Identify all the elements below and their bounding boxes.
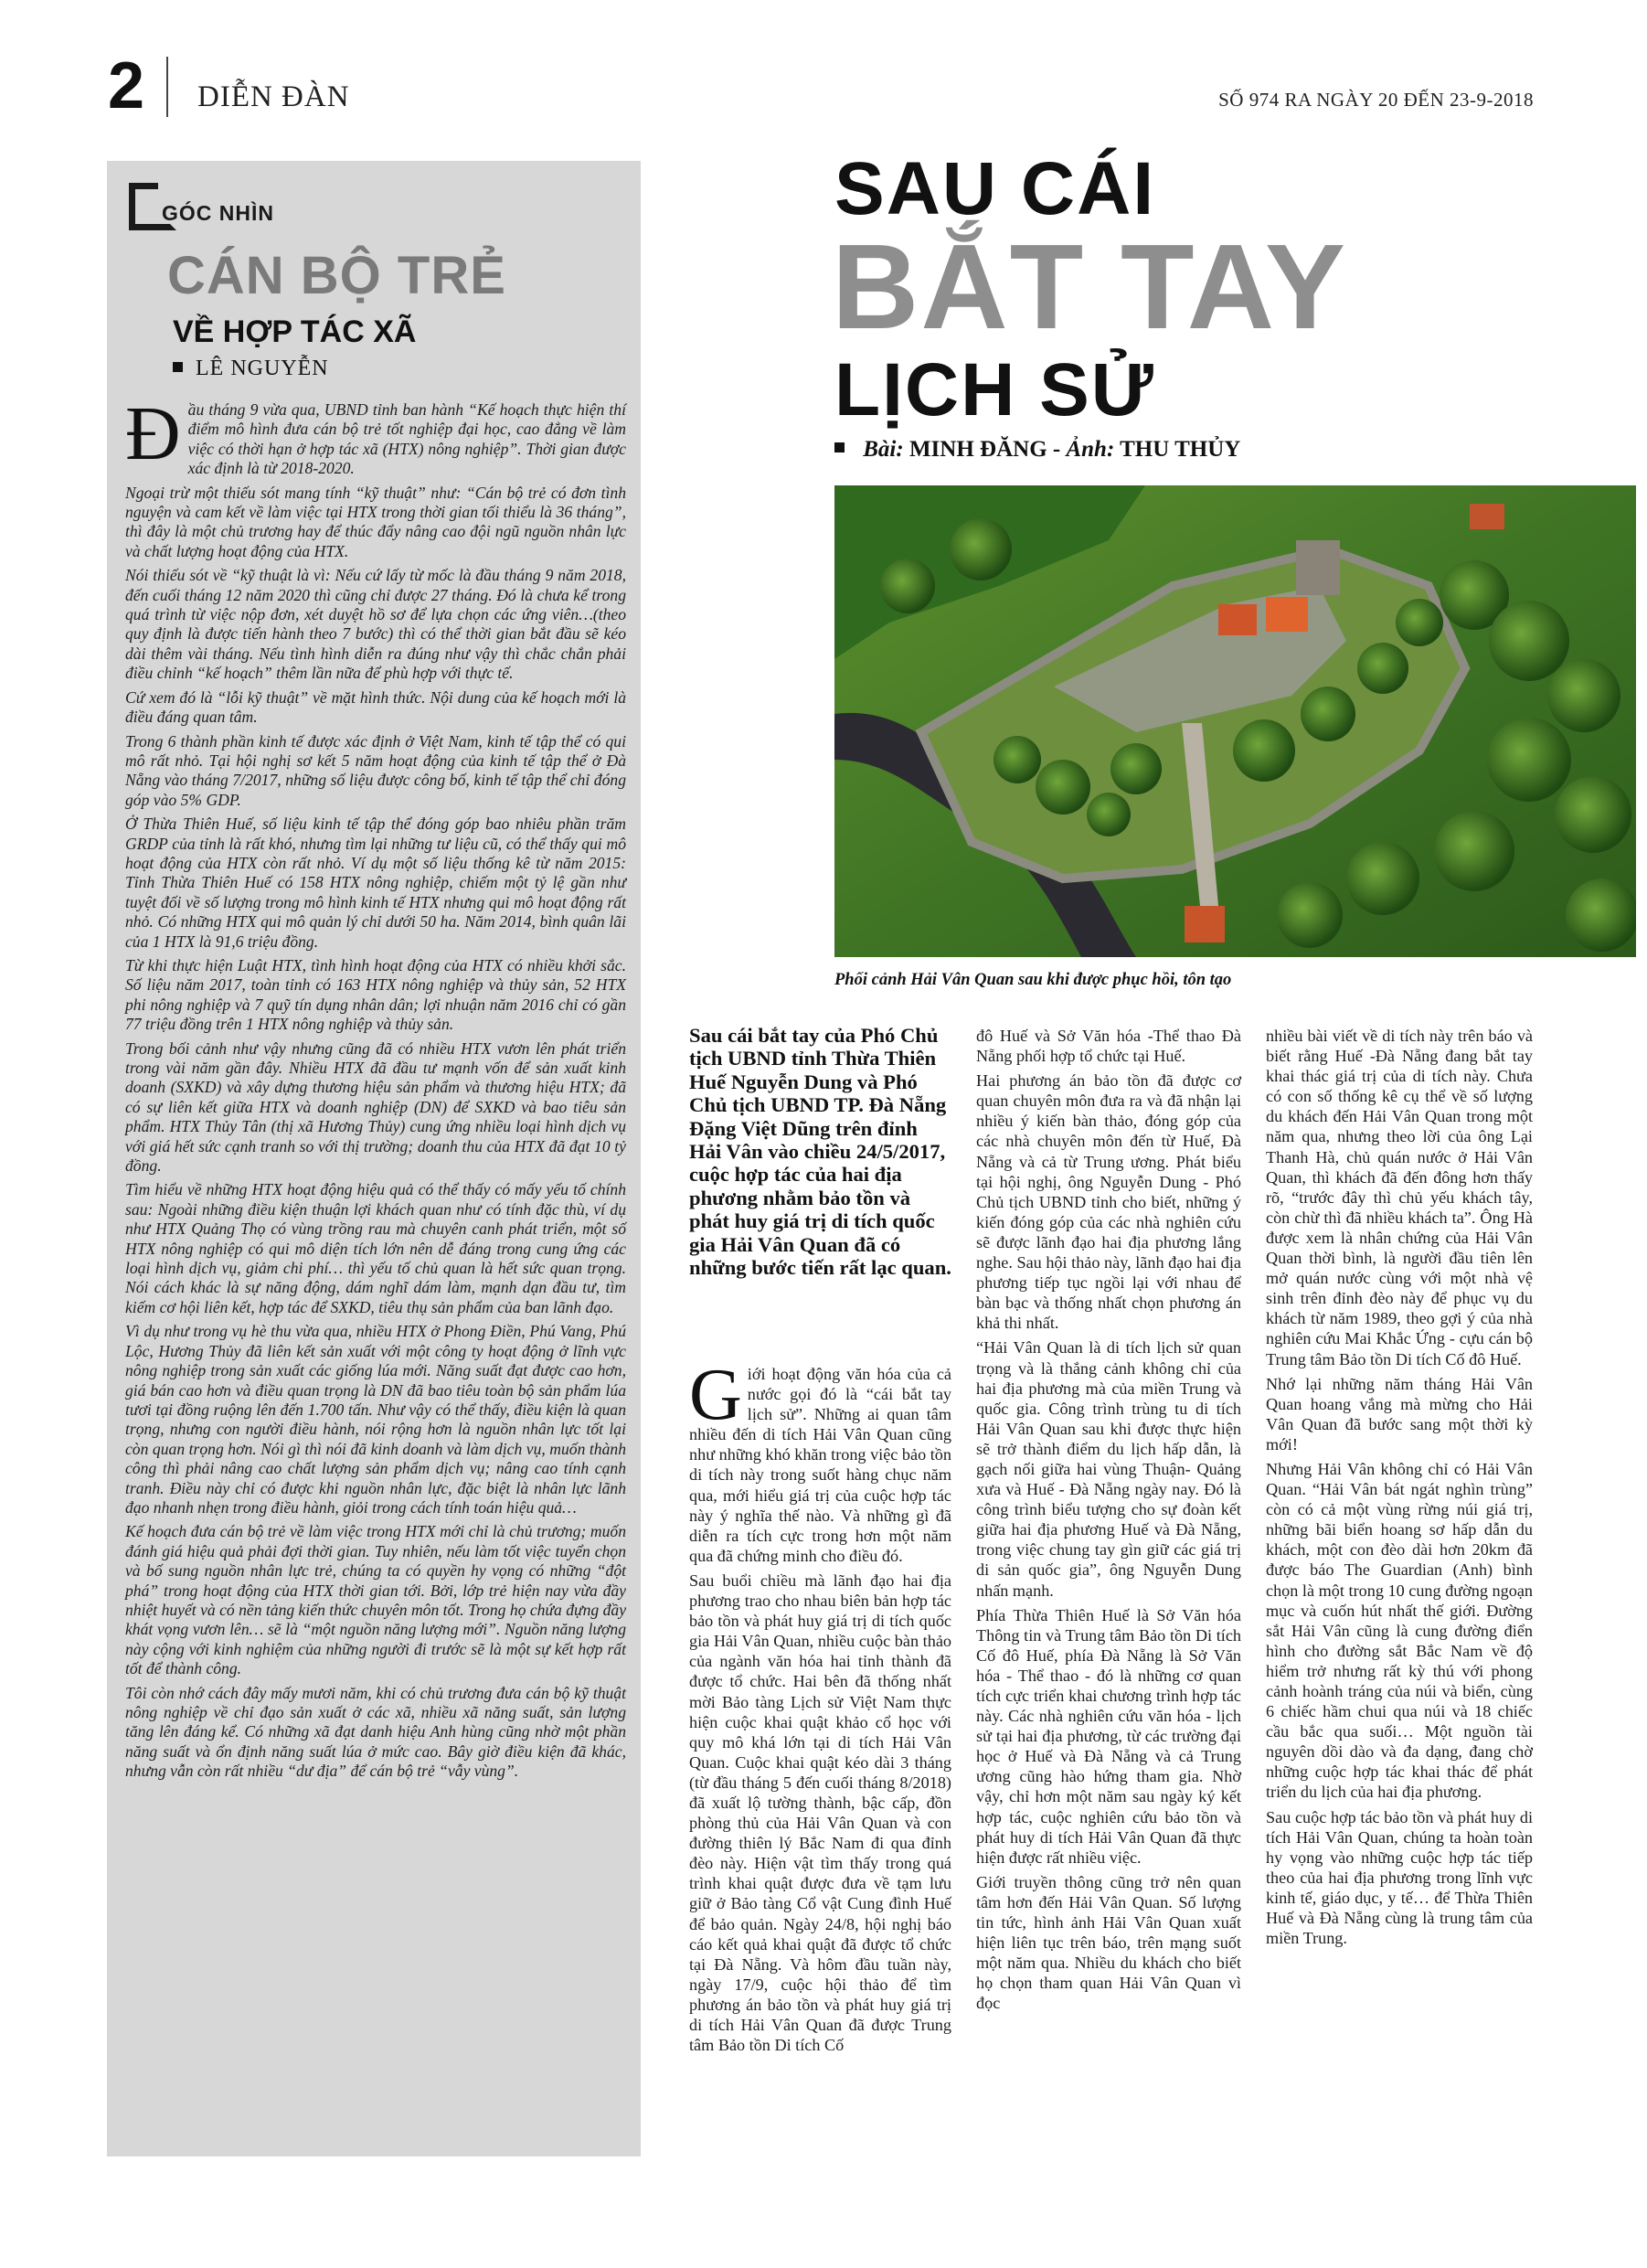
tree — [1036, 760, 1090, 815]
article-paragraph: Hai phương án bảo tồn đã được cơ quan chuyên môn đưa ra và đã nhận lại nhiều ý kiến bàn thảo, đóng góp của các nhà chuyên môn đến từ Huế, Đà Nẵng và cả từ Trung ương. Phát biểu tại hội nghị, ông Nguyễn Dung - Phó Chủ tịch UBND tỉnh cho biết, những ý kiến đóng góp của các nhà nghiên cứu sẽ được lãnh đạo hai địa phương lắng nghe. Sau hội thảo này, lãnh đạo hai địa phương tiếp tục ngồi lại với nhau để bàn bạc và thống nhất chọn phương án khả thi nhất. — [976, 1071, 1241, 1333]
tree — [1489, 601, 1569, 681]
article-first-paragraph: iới hoạt động văn hóa của cả nước gọi đó là “cái bắt tay lịch sử”. Những ai quan tâm nhiều đến di tích Hải Vân Quan cũng như những khó khăn trong việc bảo tồn di tích này trong suốt hàng chục năm qua, mới hiểu giá trị của cuộc hợp tác này ý nghĩa thế nào. Và những gì đã diễn ra tích cực trong hơn một năm qua đã chứng minh cho điều đó. — [689, 1365, 951, 1565]
sidebar-paragraph: Tôi còn nhớ cách đây mấy mươi năm, khi có chủ trương đưa cán bộ kỹ thuật nông nghiệp về chỉ đạo sản xuất ở các xã, nhiều xã năng suất, sản lượng tăng lên đáng kể. Có những xã đạt danh hiệu Anh hùng cũng nhờ một phần năng suất và ổn định năng suất lúa ở mức cao. Bây giờ điều kiện đã khác, nhưng vẫn còn rất nhiều “dư địa” để cán bộ trẻ “vẫy vùng”. — [125, 1683, 626, 1781]
tree — [1566, 878, 1636, 952]
tree — [1233, 719, 1295, 782]
tree — [1346, 842, 1419, 915]
sidebar-subtitle: VỀ HỢP TÁC XÃ — [173, 314, 417, 349]
tree — [1301, 687, 1355, 741]
sidebar-paragraph: Ở Thừa Thiên Huế, số liệu kinh tế tập thể đóng góp bao nhiêu phần trăm GRDP của tỉnh là rất khó, nhưng tìm lại những tư liệu cũ, có thể thấy qui mô hoạt động của HTX còn rất nhỏ. Ví dụ một số liệu thống kê từ năm 2015: Tỉnh Thừa Thiên Huế có 158 HTX nông nghiệp, chiếm một tỷ lệ gần như tuyệt đối về số lượng trong mô hình kinh tế HTX nhưng qui mô hoạt động rất nhỏ. Có những HTX qui mô quản lý chỉ dưới 50 ha. Năm 2014, bình quân lãi của 1 HTX là 91,6 triệu đồng. — [125, 815, 626, 951]
sidebar-paragraph: Kế hoạch đưa cán bộ trẻ về làm việc trong HTX mới chỉ là chủ trương; muốn đánh giá hiệu quả phải đợi thời gian. Tuy nhiên, nếu làm tốt việc tuyển chọn và bố sung nguồn nhân lực trẻ, chúng ta có quyền hy vọng có những “đột phá” trong hoạt động của HTX thời gian tới. Bởi, lớp trẻ hiện nay vừa đầy nhiệt huyết và có nền tảng kiến thức chuyên môn tốt. Trong họ chứa đựng đầy khát vọng vươn lên… sẽ là “một nguồn năng lượng mới”. Nguồn năng lượng này cộng với kinh nghiệm của những người đi trước sẽ là một sự kết hợp rất tốt để thành công. — [125, 1522, 627, 1678]
article-paragraph: Phía Thừa Thiên Huế là Sở Văn hóa Thông tin và Trung tâm Bảo tồn Di tích Cố đô Huế, phía Đà Nẵng là Sở Văn hóa - Thể thao - đó là những cơ quan tích cực triển khai chương trình hợp tác này. Các nhà nghiên cứu văn hóa - lịch sử tại hai địa phương, từ các trường đại học ở Huế và Đà Nẵng và cả Trung ương cũng hào hứng tham gia. Nhờ vậy, chỉ hơn một năm sau ngày ký kết hợp tác, cuộc nghiên cứu bảo tồn và phát huy di tích Hải Vân Quan đã thực hiện được rất nhiều việc. — [976, 1605, 1241, 1867]
tree — [994, 736, 1041, 783]
gate-tower — [1296, 540, 1340, 595]
headline-line-2: BẮT TAY — [832, 219, 1348, 354]
headline-line-1: SAU CÁI — [834, 147, 1156, 230]
tree — [1110, 743, 1162, 794]
article-paragraph: “Hải Vân Quan là di tích lịch sử quan trọng và là thắng cảnh không chỉ của hai địa phương mà của miền Trung và quốc gia. Công trình trùng tu di tích Hải Vân Quan sau khi được thực hiện sẽ trở thành điểm du lịch hấp dẫn, là gạch nối giữa hai vùng Thuận- Quảng xưa và Huế - Đà Nẵng ngày nay. Đó là công trình biểu tượng cho sự đoàn kết giữa hai địa phương Huế và Đà Nẵng, trong việc chung tay gìn giữ các giá trị di sản quốc gia”, ông Nguyễn Dung nhấn mạnh. — [976, 1338, 1241, 1600]
sidebar-paragraph: Trong bối cảnh như vậy nhưng cũng đã có nhiều HTX vươn lên phát triển trong vài năm gần đây. Nhiều HTX đã đầu tư mạnh vốn để sản xuất kinh doanh (SXKD) và xây dựng thương hiệu sản phẩm và thương hiệu HTX; đã có sự liên kết giữa HTX và doanh nghiệp (DN) để SXKD và bao tiêu sản phẩm. HTX Thủy Tân (thị xã Hương Thủy) cung ứng nhiều loại hình dịch vụ với giá hết sức cạnh tranh so với thị trường; doanh thu của HTX đã đạt 10 tỷ đồng. — [125, 1038, 626, 1176]
article-column-1 — [689, 1355, 951, 2060]
tree — [1547, 659, 1620, 732]
sidebar-dropcap: Đ — [125, 391, 181, 476]
sidebar-body — [125, 391, 627, 1786]
article-photo — [834, 485, 1636, 957]
article-paragraph — [689, 1355, 951, 1566]
temple-roof-right — [1266, 597, 1308, 632]
tree — [1487, 718, 1571, 802]
byline-separator: - — [1047, 437, 1067, 462]
byline-role-text: Bài: — [863, 437, 904, 462]
sidebar-paragraph: Cứ xem đó là “lỗi kỹ thuật” về mặt hình thức. Nội dung của kế hoạch mới là điều đáng quan tâm. — [125, 687, 626, 727]
byline — [834, 437, 1240, 463]
article-column-2 — [976, 1026, 1241, 2018]
sidebar-paragraph: Trong 6 thành phần kinh tế được xác định ở Việt Nam, kinh tế tập thể có qui mô rất nhỏ. Tại hội nghị sơ kết 5 năm hoạt động của kinh tế tập thể ở Đà Nẵng vào tháng 7/2017, những số liệu được công bố, kinh tế tập thể chỉ đóng góp vào 5% GDP. — [125, 731, 626, 809]
byline-writer: MINH ĐĂNG — [909, 437, 1047, 462]
sidebar-paragraph: Ngoại trừ một thiếu sót mang tính “kỹ thuật” như: “Cán bộ trẻ có đơn tình nguyện và cam kết về làm việc tại HTX trong thời gian tối thiểu là 36 tháng”, thì đây là một chủ trương hay để thúc đẩy nâng cao đội ngũ nguồn nhân lực và chất lượng hoạt động của HTX. — [125, 483, 626, 560]
article-paragraph: Nhưng Hải Vân không chỉ có Hải Vân Quan. “Hải Vân bát ngát nghìn trùng” còn có cả một vùng rừng núi giá trị, những bãi biển hoang sơ hấp dẫn du khách, một con đèo dài hơn 20km đã được báo The Guardian (Anh) bình chọn là một trong 10 cung đường ngoạn mục và cuốn hút nhất thế giới. Đường sắt Hải Vân cũng là cung đường điển hình cho đường sắt Bắc Nam về độ hiểm trở nhưng rất kỳ thú với phong cảnh hoành tráng của núi và biển, cùng 6 chiếc hầm chui qua núi và 18 chiếc cầu bắc qua suối… Một nguồn tài nguyên dồi dào và đa dạng, đang chờ những cuộc hợp tác khai thác để phát triển du lịch của hai địa phương. — [1266, 1459, 1533, 1802]
headline-line-3: LỊCH SỬ — [834, 348, 1155, 431]
sidebar-label: GÓC NHÌN — [162, 201, 274, 225]
page-number: 2 — [108, 49, 145, 122]
article-paragraph: đô Huế và Sở Văn hóa -Thể thao Đà Nẵng phối hợp tổ chức tại Huế. — [976, 1027, 1241, 1066]
photo-caption: Phối cảnh Hải Vân Quan sau khi được phục hồi, tôn tạo — [834, 971, 1232, 989]
sidebar-title: CÁN BỘ TRẺ — [167, 246, 506, 305]
byline-photographer: THU THỦY — [1120, 437, 1241, 462]
sidebar-opinion — [107, 161, 641, 2156]
sidebar-paragraph — [125, 391, 626, 479]
tree — [1357, 643, 1408, 694]
sidebar-first-paragraph: ầu tháng 9 vừa qua, UBND tỉnh ban hành “Kế hoạch thực hiện thí điểm mô hình đưa cán bộ trẻ tốt nghiệp đại học, cao đẳng về làm việc có thời hạn ở hợp tác xã (HTX) nông nghiệp”. Thời gian được xác định là từ 2018-2020. — [187, 400, 626, 478]
issue-info: SỐ 974 RA NGÀY 20 ĐẾN 23-9-2018 — [1218, 89, 1534, 111]
article-dropcap: G — [689, 1355, 742, 1435]
sidebar-paragraph: Tìm hiểu về những HTX hoạt động hiệu quả có thể thấy có mấy yếu tố chính sau: Ngoài những điều kiện thuận lợi khách quan như có tính đặc thù, ví dụ như HTX Quảng Thọ có vùng trồng rau mà chuyên canh phát triển, một số HTX nông nghiệp có qui mô diện tích lớn nên dễ đáng trong cung ứng các loại hình dịch vụ, giảm chi phí… thì yếu tố chủ quan là hết sức quan trọng. Nói cách khác là sự năng động, dám nghĩ dám làm, mạnh dạn đầu tư, tìm kiếm cơ hội liên kết, hợp tác để SXKD, tiêu thụ sản phẩm của ban lãnh đạo. — [125, 1180, 626, 1316]
sidebar-author: LÊ NGUYỄN — [173, 357, 329, 381]
article-paragraph: Sau cuộc hợp tác bảo tồn và phát huy di tích Hải Vân Quan, chúng ta hoàn toàn hy vọng vào những cuộc hợp tác tiếp theo của hai địa phương trong lĩnh vực kinh tế, giáo dục, y tế… để Thừa Thiên Huế và Đà Nẵng cùng là trung tâm của miền Trung. — [1266, 1807, 1533, 1948]
article-paragraph: Giới truyền thông cũng trở nên quan tâm hơn đến Hải Vân Quan. Số lượng tin tức, hình ảnh Hải Vân Quan xuất hiện liên tục trên báo, trên mạng suốt một năm qua. Nhiều du khách cho biết họ chọn tham quan Hải Vân Quan vì đọc — [976, 1872, 1241, 2013]
article-column-3 — [1266, 1026, 1533, 1953]
tree — [1434, 811, 1514, 891]
sidebar-paragraph: Nói thiếu sót về “kỹ thuật là vì: Nếu cứ lấy từ mốc là đầu tháng 9 năm 2018, đến cuối tháng 12 năm 2020 thì cũng chỉ được 27 tháng. Đó là chưa kể trong quá trình từ việc nộp đơn, xét duyệt hồ sơ để lựa chọn các ứng viên…(theo quy định là được tiến hành theo 7 bước) thì có thể thời gian bắt đầu sẽ kéo dài thêm vài tháng. Nếu tình hình diễn ra đúng như vậy thì chắc chắn phải điều chỉnh “kế hoạch” thêm lần nữa để phù hợp với thực tế. — [125, 566, 626, 683]
tree — [1277, 882, 1343, 948]
house-roof-top-right — [1470, 504, 1504, 529]
gate-roof-bottom — [1185, 906, 1225, 942]
tree — [880, 559, 935, 613]
temple-roof-left — [1218, 604, 1257, 635]
tree — [950, 518, 1012, 580]
article-paragraph: Sau buổi chiều mà lãnh đạo hai địa phương trao cho nhau biên bản hợp tác bảo tồn và phát huy giá trị di tích quốc gia Hải Vân Quan, nhiều cuộc bàn thảo của ngành văn hóa hai tỉnh thành đã được tổ chức. Hai bên đã thống nhất mời Bảo tàng Lịch sử Việt Nam thực hiện cuộc khai quật khảo cổ học với quy mô khá lớn tại di tích Hải Vân Quan. Cuộc khai quật kéo dài 3 tháng (từ đầu tháng 5 đến cuối tháng 8/2018) đã xuất lộ tường thành, bậc cấp, đồn phòng thủ của Hải Vân Quan và con đường thiên lý Bắc Nam đi qua đỉnh đèo này. Hiện vật tìm thấy trong quá trình khai quật được đưa về tạm lưu giữ ở Bảo tàng Cổ vật Cung đình Huế để bảo quản. Ngày 24/8, hội nghị báo cáo kết quả khai quật đã được tổ chức tại Đà Nẵng. Và hôm đầu tuần này, ngày 17/9, cuộc hội thảo để tìm phương án bảo tồn và phát huy giá trị di tích Hải Vân Quan đã được Trung tâm Bảo tồn Di tích Cố — [689, 1571, 951, 2055]
tree — [1396, 599, 1443, 646]
article-lead: Sau cái bắt tay của Phó Chủ tịch UBND tỉnh Thừa Thiên Huế Nguyễn Dung và Phó Chủ tịch UBND TP. Đà Nẵng Đặng Việt Dũng trên đỉnh Hải Vân vào chiều 24/5/2017, cuộc hợp tác của hai địa phương nhằm bảo tồn và phát huy giá trị di tích quốc gia Hải Vân Quan đã có những bước tiến rất lạc quan. — [689, 1024, 951, 1280]
article-paragraph: Nhớ lại những năm tháng Hải Vân Quan hoang vắng mà mừng cho Hải Vân Quan đã bước sang một thời kỳ mới! — [1266, 1374, 1533, 1453]
fortress-aerial-illustration — [834, 485, 1636, 957]
byline-role-photo: Ảnh: — [1066, 437, 1115, 462]
tree — [1087, 793, 1131, 836]
sidebar-paragraph: Vì dụ như trong vụ hè thu vừa qua, nhiều HTX ở Phong Điền, Phú Vang, Phú Lộc, Hương Thủy đã liên kết sản xuất với một công ty hoạt động ở lĩnh vực nông nghiệp trong sản xuất các giống lúa mới. Năng suất đạt được cao hơn, giá bán cao hơn và điều quan trọng là DN đã bao tiêu toàn bộ sản phẩm lúa tươi tại đồng ruộng lên đến 1.700 tấn. Như vậy có thể thấy, điều kiện là quan trọng, nhưng con người điều hành, nói rộng hơn là nguồn nhân lực tốt lại còn quan trọng hơn. Nói gì thì nói đã kinh doanh và làm dịch vụ, muốn thành công thì phải nâng cao chất lượng sản phẩm dịch vụ; nâng cao tính cạnh tranh. Điều này chỉ có được khi nguồn nhân lực, đặc biệt là nhân lực lãnh đạo nhanh nhẹn trong điều hành, giỏi trong cách tính toán hiệu quả… — [125, 1322, 626, 1517]
header-divider — [166, 57, 168, 117]
section-name: DIỄN ĐÀN — [197, 80, 350, 113]
tree — [1555, 776, 1631, 853]
sidebar-paragraph: Từ khi thực hiện Luật HTX, tình hình hoạt động của HTX có nhiều khởi sắc. Số liệu năm 2017, toàn tỉnh có 163 HTX nông nghiệp và thủy sản, 52 HTX phi nông nghiệp và 7 quỹ tín dụng nhân dân; lợi nhuận năm 2016 chỉ có gần 77 triệu đồng trên 1 HTX nông nghiệp và thủy sản. — [125, 955, 626, 1034]
article-paragraph: nhiều bài viết về di tích này trên báo và biết rằng Huế -Đà Nẵng đang bắt tay khai thác giá trị của di tích này. Chưa có con số thống kê cụ thể về số lượng du khách đến Hải Vân Quan trong một năm qua, nhưng theo lời của ông Lại Thanh Hà, chủ quán nước ở Hải Vân Quan, thì khách đã đến đông hơn thấy rõ, “trước đây thì chủ yếu khách tây, còn chừ thì đã nhiều khách ta”. Ông Hà được xem là nhân chứng của Hải Vân Quan thời bình, là người đầu tiên lên mở quán nước cùng với một nhà vệ sinh trên đỉnh đèo này để phục vụ du khách từ năm 1989, theo gợi ý của nhà nghiên cứu Mai Khắc Ứng - cựu cán bộ Trung tâm Bảo tồn Di tích Cố đô Huế. — [1266, 1027, 1533, 1368]
